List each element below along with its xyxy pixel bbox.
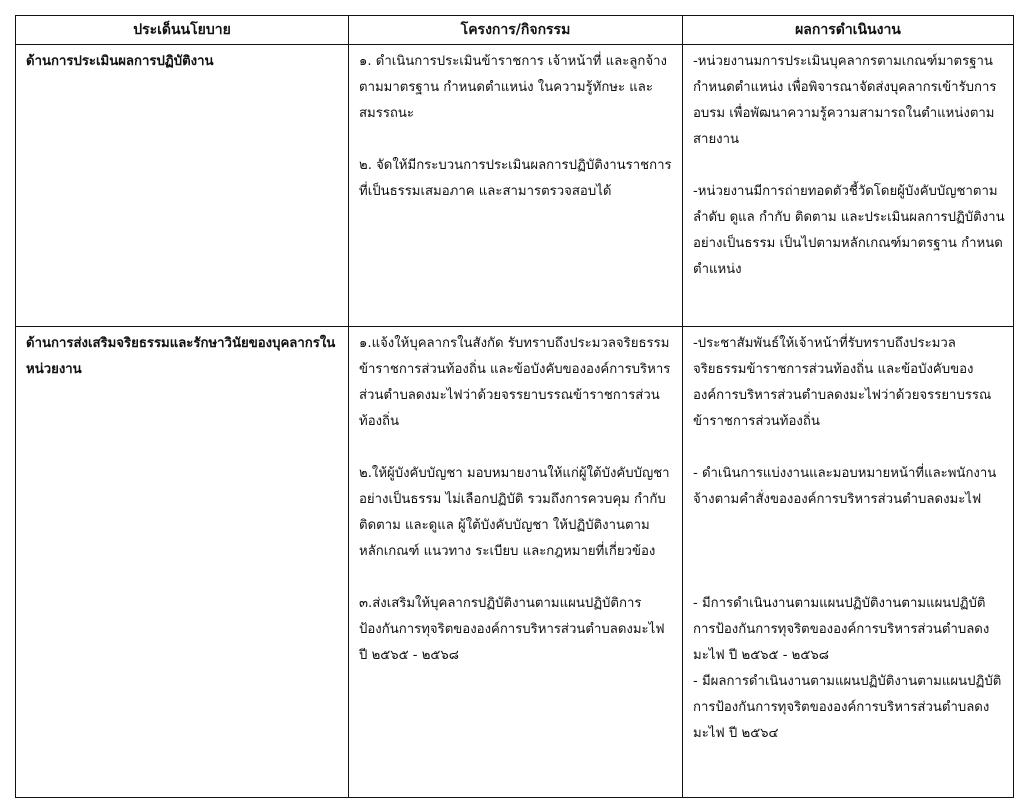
- project-item: ๑. ดำเนินการประเมินข้าราชการ เจ้าหน้าที่ และลูกจ้างตามมาตรฐาน กำหนดตำแหน่ง ในความรู้ทักษะ และสมรรถนะ: [359, 54, 667, 121]
- result-item: - มีการดำเนินงานตามแผนปฏิบัติงานตามแผนปฏิบัติการป้องกันการทุจริตขององค์การบริหารส่วนตำบลดงมะไฟ ปี ๒๕๖๕ - ๒๕๖๘: [693, 596, 990, 663]
- table-row: [16, 327, 1014, 798]
- result-item: -หน่วยงานมการประเมินบุคลากรตามเกณฑ์มาตรฐานกำหนดตำแหน่ง เพื่อพิจารณาจัดส่งบุคลากรเข้ารับการอบรม เพื่อพัฒนาความรู้ความสามารถในตำแหน่งตามสายงาน: [693, 54, 997, 147]
- policy-topic-cell: [16, 327, 349, 798]
- project-item: ๒.ให้ผู้บังคับบัญชา มอบหมายงานให้แก่ผู้ใต้บังคับบัญชาอย่างเป็นธรรม ไม่เลือกปฏิบัติ รวมถึงการควบคุม กำกับ ติดตาม และดูแล ผู้ใต้บังคับบัญชา ให้ปฏิบัติงานตามหลักเกณฑ์ แนวทาง ระเบียบ และกฎหมายที่เกี่ยวข้อง: [359, 466, 670, 559]
- result-item: - มีผลการดำเนินงานตามแผนปฏิบัติงานตามแผนปฏิบัติการป้องกันการทุจริตขององค์การบริหารส่วนตำบลดงมะไฟ ปี ๒๕๖๔: [693, 674, 1002, 741]
- header-project-activity: โครงการ/กิจกรรม: [349, 16, 683, 45]
- header-policy-issue: ประเด็นนโยบาย: [16, 16, 349, 45]
- header-row: [16, 16, 1014, 45]
- policy-table: [15, 15, 1014, 798]
- projects-cell: [349, 327, 683, 798]
- project-item: ๓.ส่งเสริมให้บุคลากรปฏิบัติงานตามแผนปฏิบัติการป้องกันการทุจริตขององค์การบริหารส่วนตำบลดงมะไฟ ปี ๒๕๖๕ - ๒๕๖๘: [359, 596, 665, 663]
- results-cell: [683, 45, 1014, 327]
- project-item: ๒. จัดให้มีกระบวนการประเมินผลการปฏิบัติงานราชการที่เป็นธรรมเสมอภาค และสามารตรวจสอบได้: [359, 158, 672, 199]
- results-cell: [683, 327, 1014, 798]
- project-item: ๑.แจ้งให้บุคลากรในสังกัด รับทราบถึงประมวลจริยธรรมข้าราชการส่วนท้องถิ่น และข้อบังคับขององค์การบริหารส่วนตำบลดงมะไฟว่าด้วยจรรยาบรรณข้าราชการส่วนท้องถิ่น: [359, 336, 671, 429]
- result-item: - ดำเนินการแบ่งงานและมอบหมายหน้าที่และพนักงานจ้างตามคำสั่งขององค์การบริหารส่วนตำบลดงมะไฟ: [693, 466, 997, 507]
- policy-topic: ด้านการส่งเสริมจริยธรรมและรักษาวินัยของบุคลากรในหน่วยงาน: [26, 336, 336, 377]
- header-results: ผลการดำเนินงาน: [683, 16, 1014, 45]
- result-item: -หน่วยงานมีการถ่ายทอดตัวชี้วัดโดยผู้บังคับบัญชาตามลำดับ ดูแล กำกับ ติดตาม และประเมินผลการปฏิบัติงานอย่างเป็นธรรม เป็นไปตามหลักเกณฑ์มาตรฐาน กำหนดตำแหน่ง: [693, 184, 1005, 277]
- table-row: [16, 45, 1014, 327]
- policy-topic: ด้านการประเมินผลการปฏิบัติงาน: [26, 54, 214, 69]
- result-item: -ประชาสัมพันธ์ให้เจ้าหน้าที่รับทราบถึงประมวลจริยธรรมข้าราชการส่วนท้องถิ่น และข้อบังคับขององค์การบริหารส่วนตำบลดงมะไฟว่าด้วยจรรยาบรรณข้าราชการส่วนท้องถิ่น: [693, 336, 992, 429]
- policy-topic-cell: [16, 45, 349, 327]
- projects-cell: [349, 45, 683, 327]
